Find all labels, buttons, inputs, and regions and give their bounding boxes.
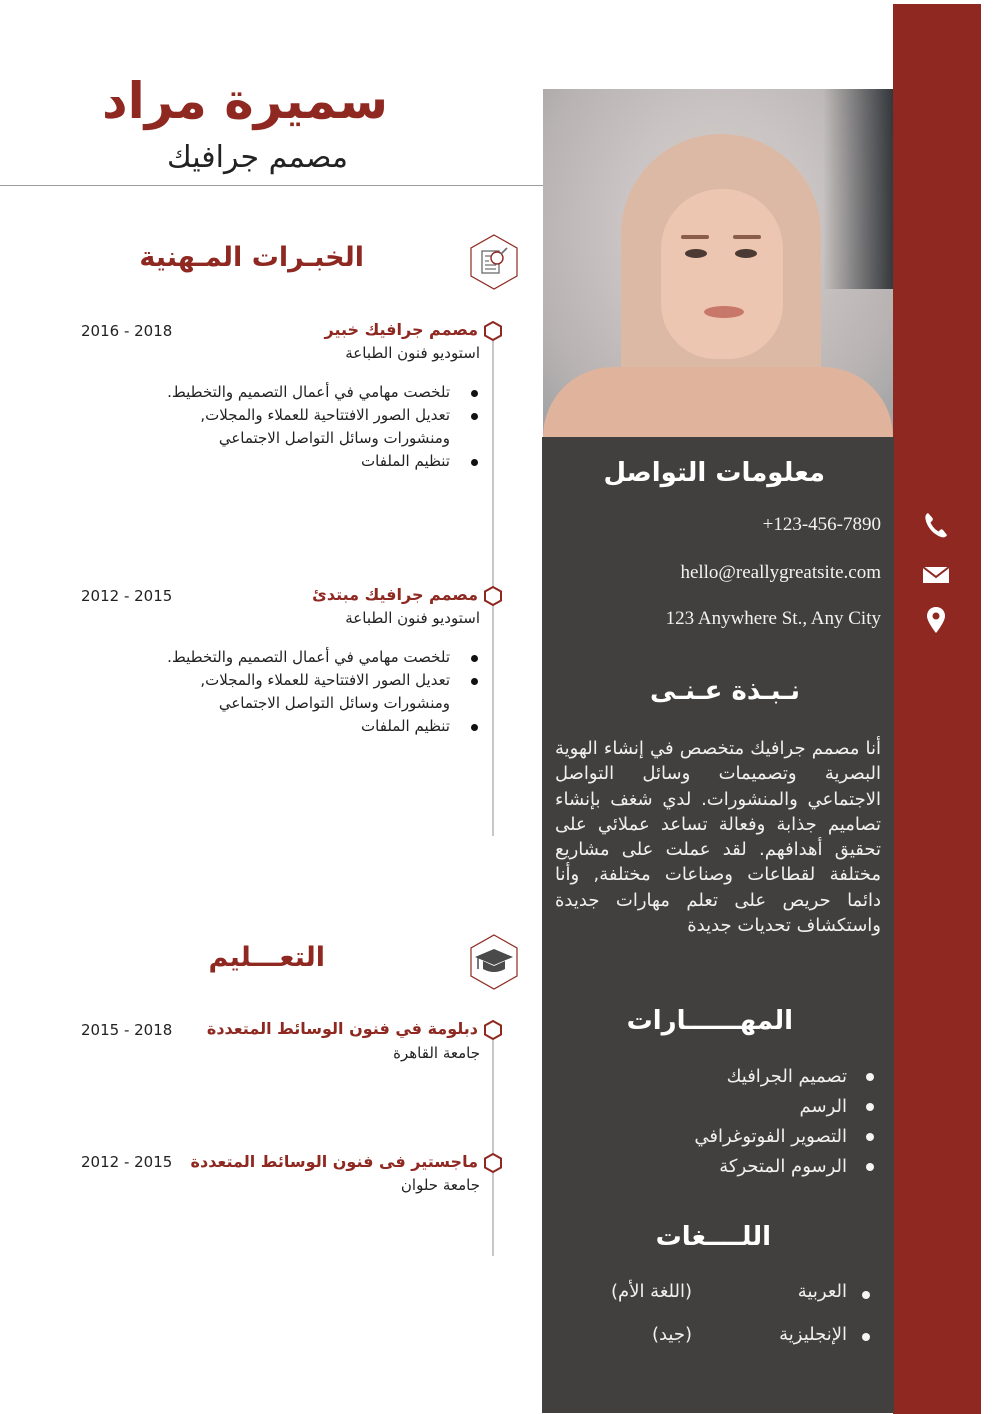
hexagon-marker-icon xyxy=(484,1020,502,1040)
bullet-item: تنظيم الملفات xyxy=(167,450,478,473)
languages-section-title: اللــــغات xyxy=(655,1222,771,1252)
experience-organization: استوديو فنون الطباعة xyxy=(345,344,480,362)
bullet-continuation: ومنشورات وسائل التواصل الاجتماعي xyxy=(218,429,450,447)
bullet-continuation: ومنشورات وسائل التواصل الاجتماعي xyxy=(218,694,450,712)
bullet-item: تعديل الصور الافتتاحية للعملاء والمجلات, xyxy=(167,404,478,427)
document-search-icon xyxy=(469,234,519,290)
graduation-cap-icon xyxy=(469,934,519,990)
skills-section-title: المهــــــارات xyxy=(626,1006,793,1036)
education-timeline xyxy=(492,1040,494,1256)
location-pin-icon xyxy=(922,605,950,635)
education-title: دبلومة في فنون الوسائط المتعددة xyxy=(206,1019,478,1038)
language-name: العربية xyxy=(797,1281,847,1302)
experience-bullets xyxy=(167,381,478,473)
hexagon-marker-icon xyxy=(484,1153,502,1173)
about-section-title: نـبـذة عـنـى xyxy=(649,676,800,706)
bullet-item: تلخصت مهامي في أعمال التصميم والتخطيط. xyxy=(167,381,478,404)
education-date: 2015 - 2018 xyxy=(81,1021,173,1039)
bullet-item: تلخصت مهامي في أعمال التصميم والتخطيط. xyxy=(167,646,478,669)
bullet-dot xyxy=(862,1333,870,1341)
education-organization: جامعة القاهرة xyxy=(393,1044,480,1062)
contact-section-title: معلومات التواصل xyxy=(603,458,825,488)
email-address[interactable]: hello@reallygreatsite.com xyxy=(680,562,881,583)
mail-icon xyxy=(922,560,950,590)
header-divider xyxy=(0,185,543,186)
phone-number[interactable]: +123-456-7890 xyxy=(762,514,881,535)
bullet-dot xyxy=(862,1291,870,1299)
education-title: ماجستير فى فنون الوسائط المتعددة xyxy=(190,1152,478,1171)
job-title: مصمم جرافيك xyxy=(166,140,348,175)
experience-date: 2012 - 2015 xyxy=(81,587,173,605)
experience-section-title: الخبـرات المـهنية xyxy=(139,242,364,273)
experience-organization: استوديو فنون الطباعة xyxy=(345,609,480,627)
experience-date: 2016 - 2018 xyxy=(81,322,173,340)
hexagon-marker-icon xyxy=(484,321,502,341)
skill-item: الرسم xyxy=(694,1092,872,1122)
experience-title: مصمم جرافيك مبتدئ xyxy=(312,585,478,604)
skills-list xyxy=(694,1062,872,1182)
accent-band xyxy=(893,4,981,1414)
experience-title: مصمم جرافيك خبير xyxy=(324,320,478,339)
language-name: الإنجليزية xyxy=(779,1324,847,1345)
skill-item: تصميم الجرافيك xyxy=(694,1062,872,1092)
skill-item: التصوير الفوتوغرافي xyxy=(694,1122,872,1152)
education-organization: جامعة حلوان xyxy=(400,1176,480,1194)
language-level: (جيد) xyxy=(651,1324,692,1345)
education-date: 2012 - 2015 xyxy=(81,1153,173,1171)
bullet-item: تعديل الصور الافتتاحية للعملاء والمجلات, xyxy=(167,669,478,692)
experience-bullets xyxy=(167,646,478,738)
profile-photo xyxy=(543,89,893,437)
bullet-item: تنظيم الملفات xyxy=(167,715,478,738)
person-name: سميرة مراد xyxy=(102,72,388,130)
about-paragraph: أنا مصمم جرافيك متخصص في إنشاء الهوية البصرية وتصميمات وسائل التواصل الاجتماعي والمنشورات. لدي شغف بإنشاء تصاميم جذابة وفعالة تساعد عملائي على تحقيق أهدافهم. لقد عملت على مشاريع مختلفة لقطاعات وصناعات مختلفة, وأنا دائما حريص على تعلم مهارات جديدة واستكشاف تحديات جديدة xyxy=(555,738,881,937)
hexagon-marker-icon xyxy=(484,586,502,606)
street-address: 123 Anywhere St., Any City xyxy=(665,608,881,629)
education-section-title: التعـــليم xyxy=(208,942,325,973)
skill-item: الرسوم المتحركة xyxy=(694,1152,872,1182)
language-level: (اللغة الأم) xyxy=(611,1281,692,1302)
phone-icon xyxy=(922,510,950,540)
